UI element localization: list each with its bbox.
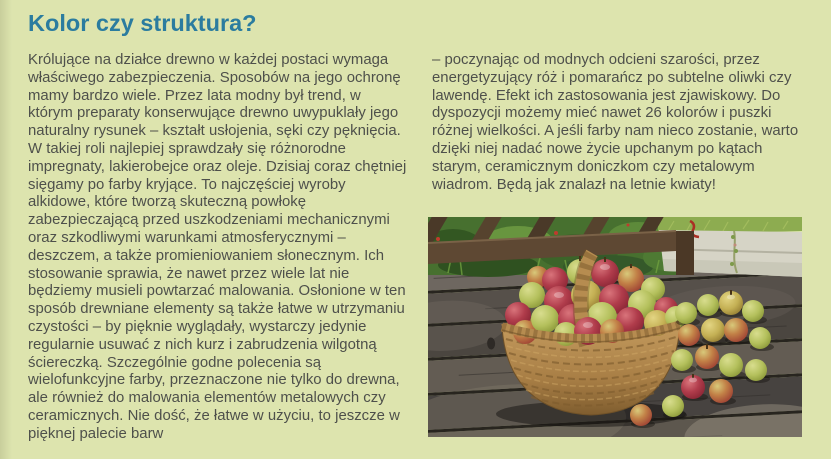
apples-basket-photo	[428, 217, 802, 437]
page-fold-shadow	[0, 0, 12, 459]
article-column-left: Królujące na działce drewno w każdej postaci wymaga właściwego zabezpieczenia. Sposobów na jego ochronę mamy bardzo wiele. Przez lata modny był trend, w którym preparaty konserwujące drewno uwypuklały jego naturalny rysunek – kształt usłojenia, sęki czy pęknięcia. W takiej roli najlepiej sprawdzały się różnorodne impregnaty, lakierobejce oraz oleje. Dzisiaj coraz chętniej sięgamy po farby kryjące. To najczęściej wyroby alkidowe, które tworzą skuteczną powłokę zabezpieczającą przed uszkodzeniami mechanicznymi oraz szkodliwymi warunkami atmosferycznymi – deszczem, a także promieniowaniem słonecznym. Ich stosowanie sprawia, że nawet przez wiele lat nie będziemy musieli powtarzać malowania. Osłonione w ten sposób drewniane elementy są także łatwe w utrzymaniu czystości – by pięknie wyglądały, wystarczy jedynie regularnie usuwać z nich kurz i zabrudzenia wilgotną ściereczką. Szczególnie godne polecenia są wielofunkcyjne farby, przeznaczone nie tylko do drewna, ale również do malowania elementów metalowych czy ceramicznych. Nie dość, że łatwe w użyciu, to jeszcze w pięknej palecie barw	[28, 52, 407, 442]
article-column-right: – poczynając od modnych odcieni szarości, przez energetyzujący róż i pomarańcz po subtelne oliwki czy lawendę. Efekt ich zastosowania jest zjawiskowy. Do dyspozycji możemy mieć nawet 26 kolorów i puszki różnej wielkości. A jeśli farby nam nieco zostanie, warto dzięki niej nadać nowe życie upchanym po kątach starym, ceramicznym doniczkom czy metalowym wiadrom. Będą jak znalazł na letnie kwiaty!	[432, 52, 799, 193]
apples-basket-illustration	[428, 217, 802, 437]
page-title: Kolor czy struktura?	[28, 10, 257, 36]
